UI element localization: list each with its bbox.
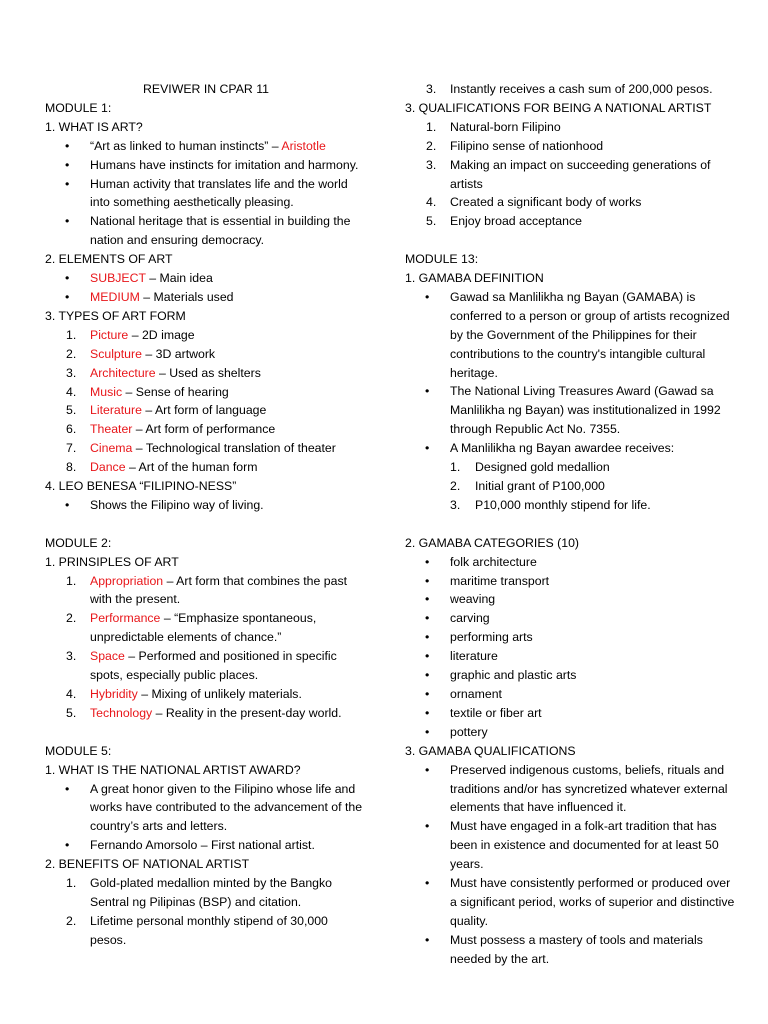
module-2-heading: MODULE 2: [45, 535, 112, 550]
list-item: 2. Lifetime personal monthly stipend of 30,000 pesos. [66, 913, 328, 947]
list-item: • A Manlilikha ng Bayan awardee receives: [405, 439, 735, 458]
list-item: • The National Living Treasures Award (Gawad sa Manlilikha ng Bayan) was institutionalized in 1992 through Republic Act No. 7355. [405, 382, 735, 439]
list-item: 8. Dance – Art of the human form [66, 460, 258, 475]
list-item: • Must possess a mastery of tools and materials needed by the art. [405, 931, 735, 969]
list-item: 5. Technology – Reality in the present-day world. [66, 705, 342, 720]
spacer [405, 231, 735, 250]
qualifications-heading: 3. QUALIFICATIONS FOR BEING A NATIONAL ARTIST [405, 100, 712, 115]
list-item: 4. Music – Sense of hearing [66, 384, 229, 399]
gamaba-qualifications-list [405, 761, 735, 969]
list-item: • Humans have instincts for imitation and harmony. [45, 156, 367, 175]
list-item: • Gawad sa Manlilikha ng Bayan (GAMABA) is conferred to a person or group of artists recognized by the Government of the Philippines for their contributions to the country's intangible cultural heritage. [405, 288, 735, 383]
spacer [405, 515, 735, 534]
spacer [45, 515, 367, 534]
list-item: 3. Architecture – Used as shelters [66, 365, 261, 380]
list-item: • textile or fiber art [405, 704, 735, 723]
list-item: 7. Cinema – Technological translation of theater [66, 441, 336, 456]
list-item: 2. Filipino sense of nationhood [426, 138, 604, 153]
what-is-art-list [45, 137, 367, 250]
list-item: • Must have engaged in a folk-art tradition that has been in existence and documented for at least 50 years. [405, 817, 735, 874]
list-item: 4. Hybridity – Mixing of unlikely materials. [66, 686, 302, 701]
principles-heading: 1. PRINSIPLES OF ART [45, 554, 179, 569]
list-item: • folk architecture [405, 553, 735, 572]
list-item: 1. Designed gold medallion [450, 460, 610, 475]
types-list [45, 326, 367, 477]
list-item: • pottery [405, 723, 735, 742]
right-column [405, 80, 735, 969]
module-13-heading: MODULE 13: [405, 252, 479, 267]
list-item: • National heritage that is essential in building the nation and ensuring democracy. [45, 212, 367, 250]
list-item: • literature [405, 647, 735, 666]
list-item: • ornament [405, 685, 735, 704]
leo-benesa-heading: 4. LEO BENESA “FILIPINO-NESS” [45, 479, 237, 494]
module-5-heading: MODULE 5: [45, 743, 112, 758]
gamaba-definition-heading: 1. GAMABA DEFINITION [405, 271, 544, 286]
elements-list [45, 269, 367, 307]
national-artist-award-heading: 1. WHAT IS THE NATIONAL ARTIST AWARD? [45, 762, 301, 777]
gamaba-definition-list [405, 288, 735, 458]
list-item: 2. Initial grant of P100,000 [450, 479, 605, 494]
list-item: 3. Instantly receives a cash sum of 200,000 pesos. [426, 82, 713, 96]
list-item: • A great honor given to the Filipino whose life and works have contributed to the advancement of the country’s arts and letters. [45, 780, 367, 837]
list-item: 5. Enjoy broad acceptance [426, 214, 582, 229]
list-item: 4. Created a significant body of works [426, 195, 642, 210]
qualifications-list [405, 118, 735, 231]
list-item: • performing arts [405, 628, 735, 647]
document-title: REVIWER IN CPAR 11 [143, 82, 269, 96]
list-item: • weaving [405, 590, 735, 609]
list-item: 3. P10,000 monthly stipend for life. [450, 497, 651, 512]
list-item: • maritime transport [405, 572, 735, 591]
list-item: • Fernando Amorsolo – First national artist. [45, 836, 367, 855]
list-item: • Must have consistently performed or produced over a significant period, works of superior and distinctive quality. [405, 874, 735, 931]
list-item: • “Art as linked to human instincts” – Aristotle [45, 137, 367, 156]
spacer [45, 723, 367, 742]
list-item: 3. Making an impact on succeeding generations of artists [426, 157, 711, 191]
gamaba-qualifications-heading: 3. GAMABA QUALIFICATIONS [405, 743, 576, 758]
types-heading: 3. TYPES OF ART FORM [45, 308, 186, 323]
module-1-heading: MODULE 1: [45, 100, 112, 115]
list-item: 1. Appropriation – Art form that combines the past with the present. [66, 573, 348, 607]
list-item: 1. Gold-plated medallion minted by the Bangko Sentral ng Pilipinas (BSP) and citation. [66, 876, 332, 909]
list-item: • SUBJECT – Main idea [45, 269, 367, 288]
benefits-list-continued [405, 80, 735, 99]
list-item: 2. Sculpture – 3D artwork [66, 346, 216, 361]
list-item: • Human activity that translates life and the world into something aesthetically pleasing. [45, 175, 367, 213]
list-item: 3. Space – Performed and positioned in specific spots, especially public places. [66, 649, 337, 683]
list-item: • graphic and plastic arts [405, 666, 735, 685]
list-item: 1. Natural-born Filipino [426, 119, 561, 134]
gamaba-categories-heading: 2. GAMABA CATEGORIES (10) [405, 535, 580, 550]
left-column [45, 80, 367, 950]
list-item: • Shows the Filipino way of living. [45, 496, 367, 515]
list-item: • Preserved indigenous customs, beliefs, rituals and traditions and/or has syncretized whatever external elements that have influenced it. [405, 761, 735, 818]
awardee-receives-list [405, 458, 735, 515]
benefits-heading: 2. BENEFITS OF NATIONAL ARTIST [45, 857, 250, 872]
leo-benesa-list [45, 496, 367, 515]
list-item: • MEDIUM – Materials used [45, 288, 367, 307]
benefits-list [45, 874, 367, 950]
what-is-art-heading: 1. WHAT IS ART? [45, 119, 143, 134]
elements-heading: 2. ELEMENTS OF ART [45, 252, 173, 267]
list-item: 1. Picture – 2D image [66, 327, 195, 342]
award-list [45, 780, 367, 856]
gamaba-categories-list [405, 553, 735, 742]
list-item: 6. Theater – Art form of performance [66, 422, 276, 437]
list-item: 2. Performance – “Emphasize spontaneous, unpredictable elements of chance.” [66, 611, 317, 645]
list-item: • carving [405, 609, 735, 628]
principles-list [45, 572, 367, 723]
list-item: 5. Literature – Art form of language [66, 403, 267, 418]
